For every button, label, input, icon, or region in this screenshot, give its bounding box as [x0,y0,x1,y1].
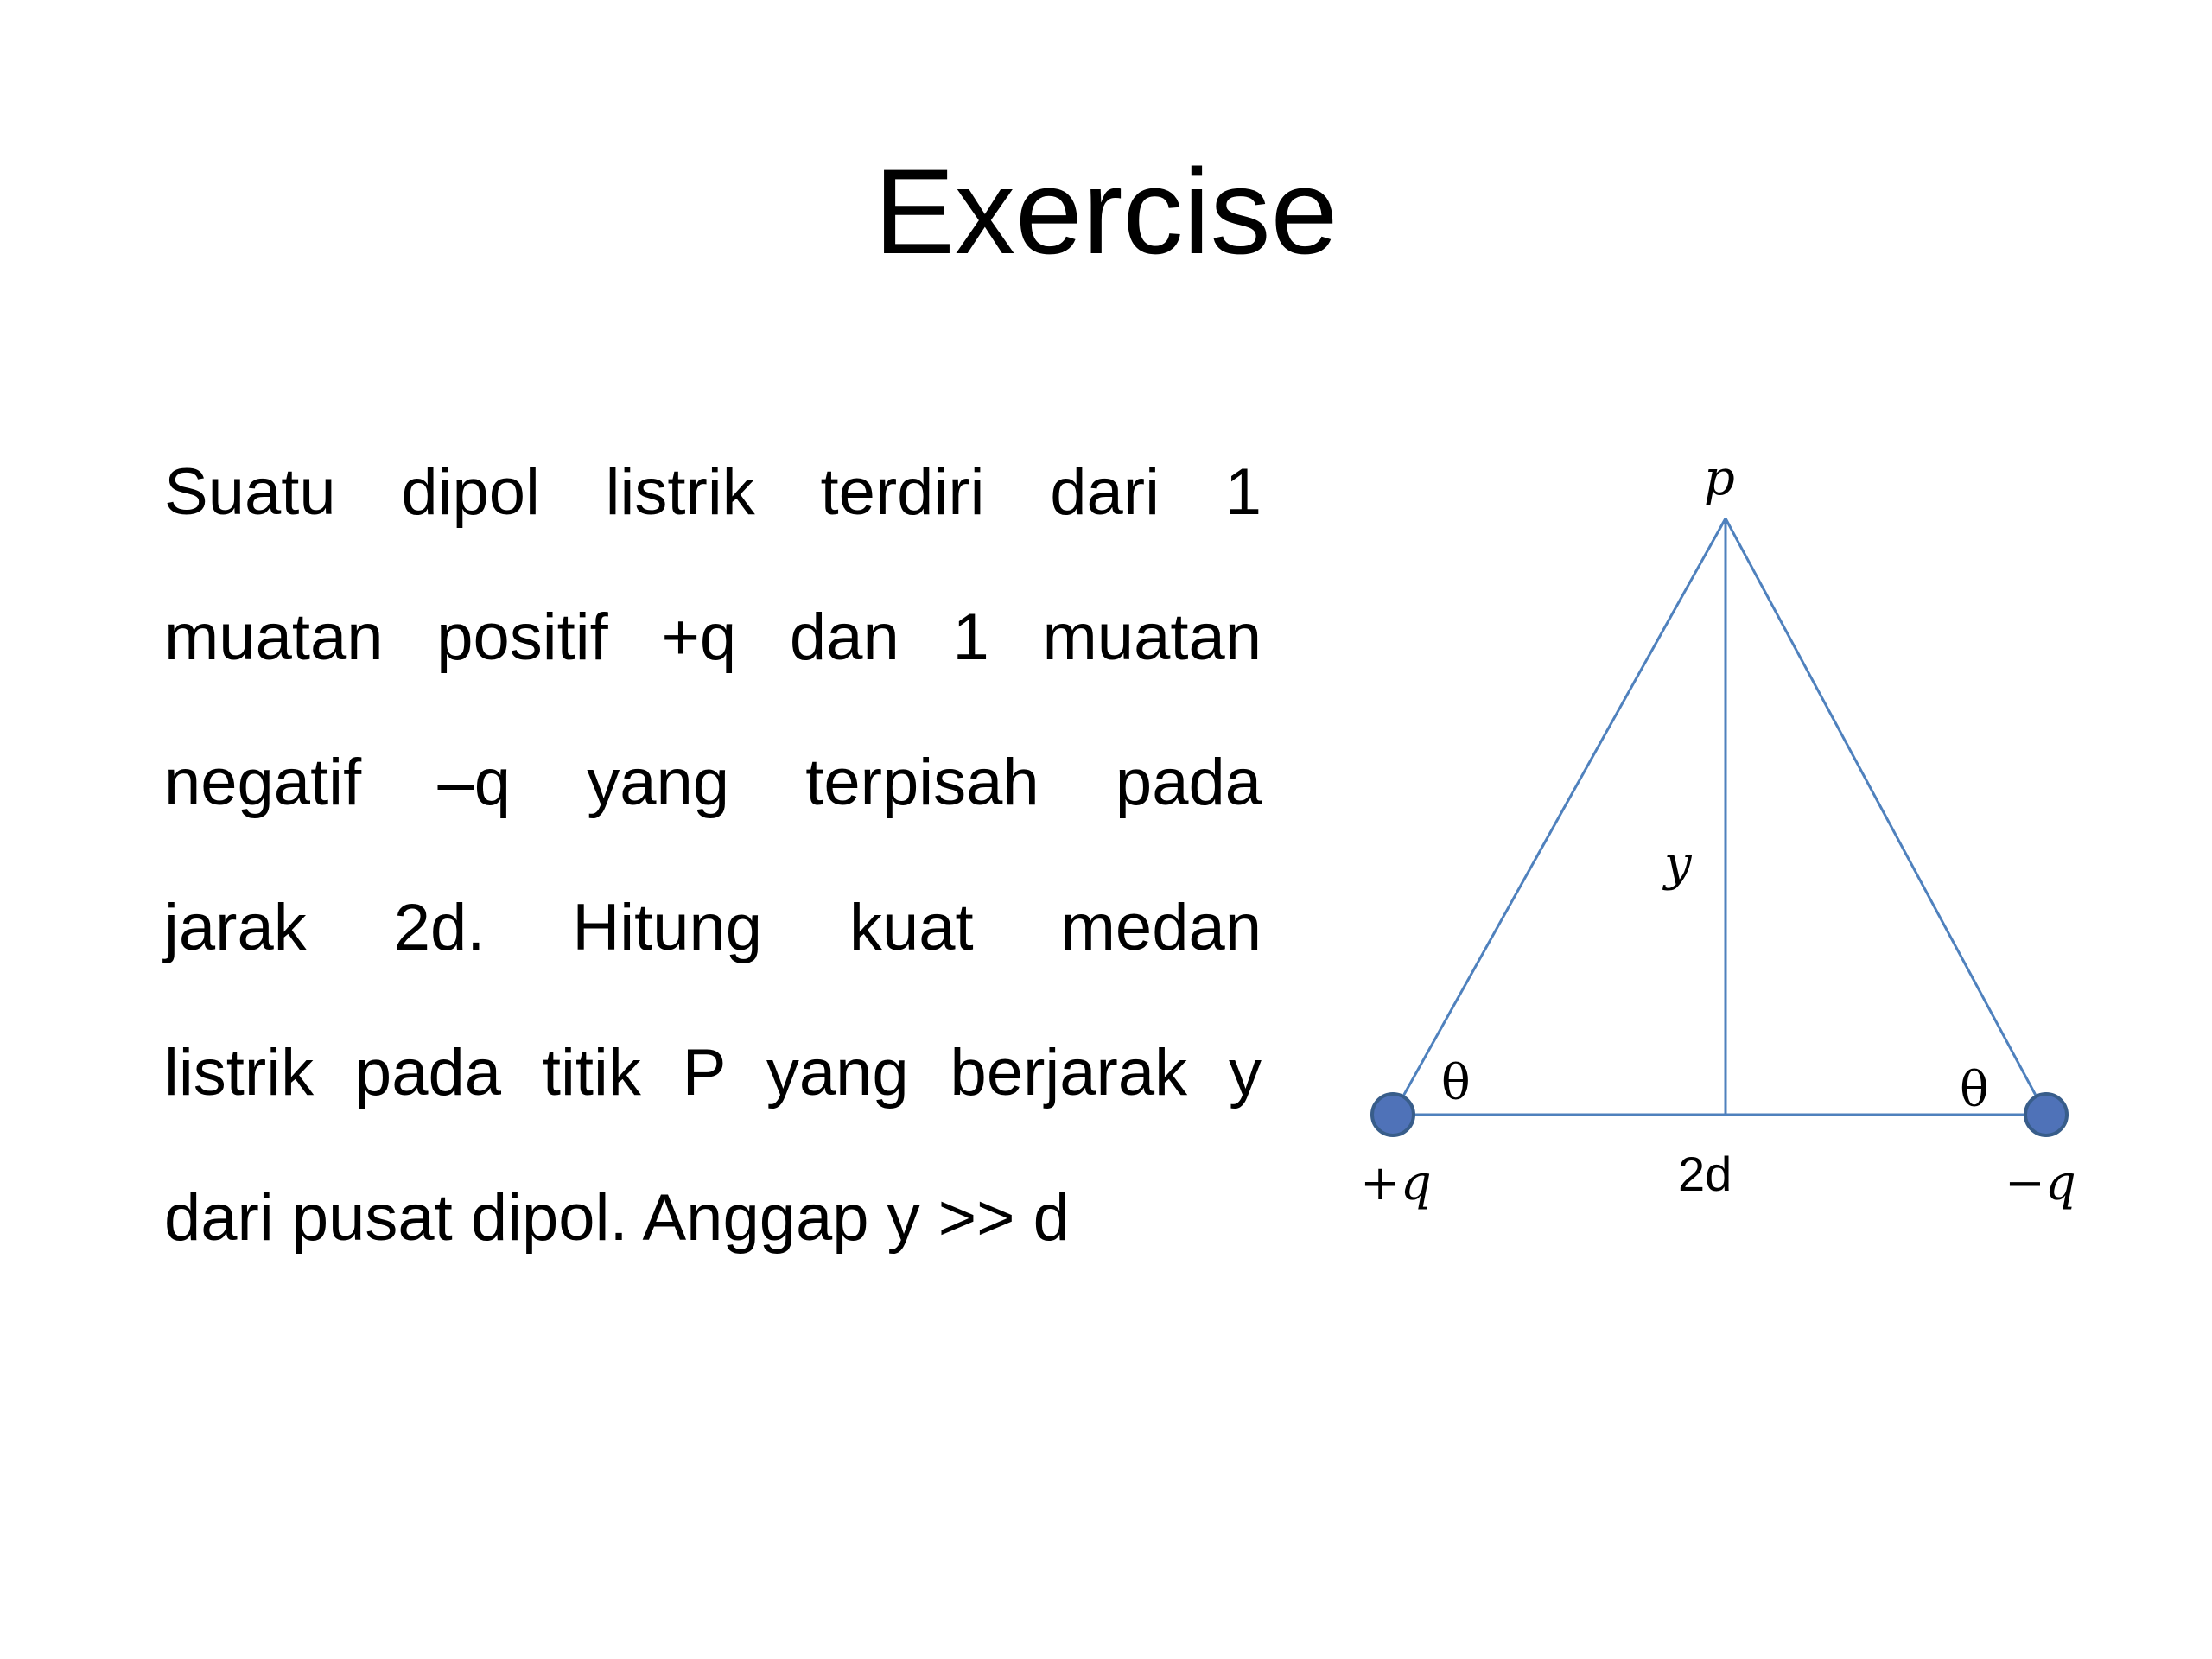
right-side-line [1726,518,2046,1115]
problem-line-6: dari pusat dipol. Anggap y >> d [164,1181,1070,1255]
problem-line-2: muatan positif +q dan 1 muatan [164,601,1262,674]
problem-line-1: Suatu dipol listrik terdiri dari 1 [164,455,1262,529]
left-side-line [1393,518,1726,1115]
problem-line-3: negatif –q yang terpisah pada [164,746,1262,819]
left-angle-label: θ [1441,1055,1471,1111]
positive-charge [1372,1094,1414,1135]
problem-line-5: listrik pada titik P yang berjarak y [164,1036,1262,1109]
slide-title: Exercise [874,143,1338,279]
problem-line-4: jarak 2d. Hitung kuat medan [164,891,1262,964]
height-y-label: y [1664,836,1692,892]
right-angle-label: θ [1960,1062,1989,1118]
point-p-label: p [1704,450,1735,506]
positive-charge-label: +q [1360,1155,1432,1211]
negative-charge [2025,1094,2067,1135]
base-2d-label: 2d [1678,1147,1732,1201]
negative-charge-label: −q [2005,1155,2076,1211]
